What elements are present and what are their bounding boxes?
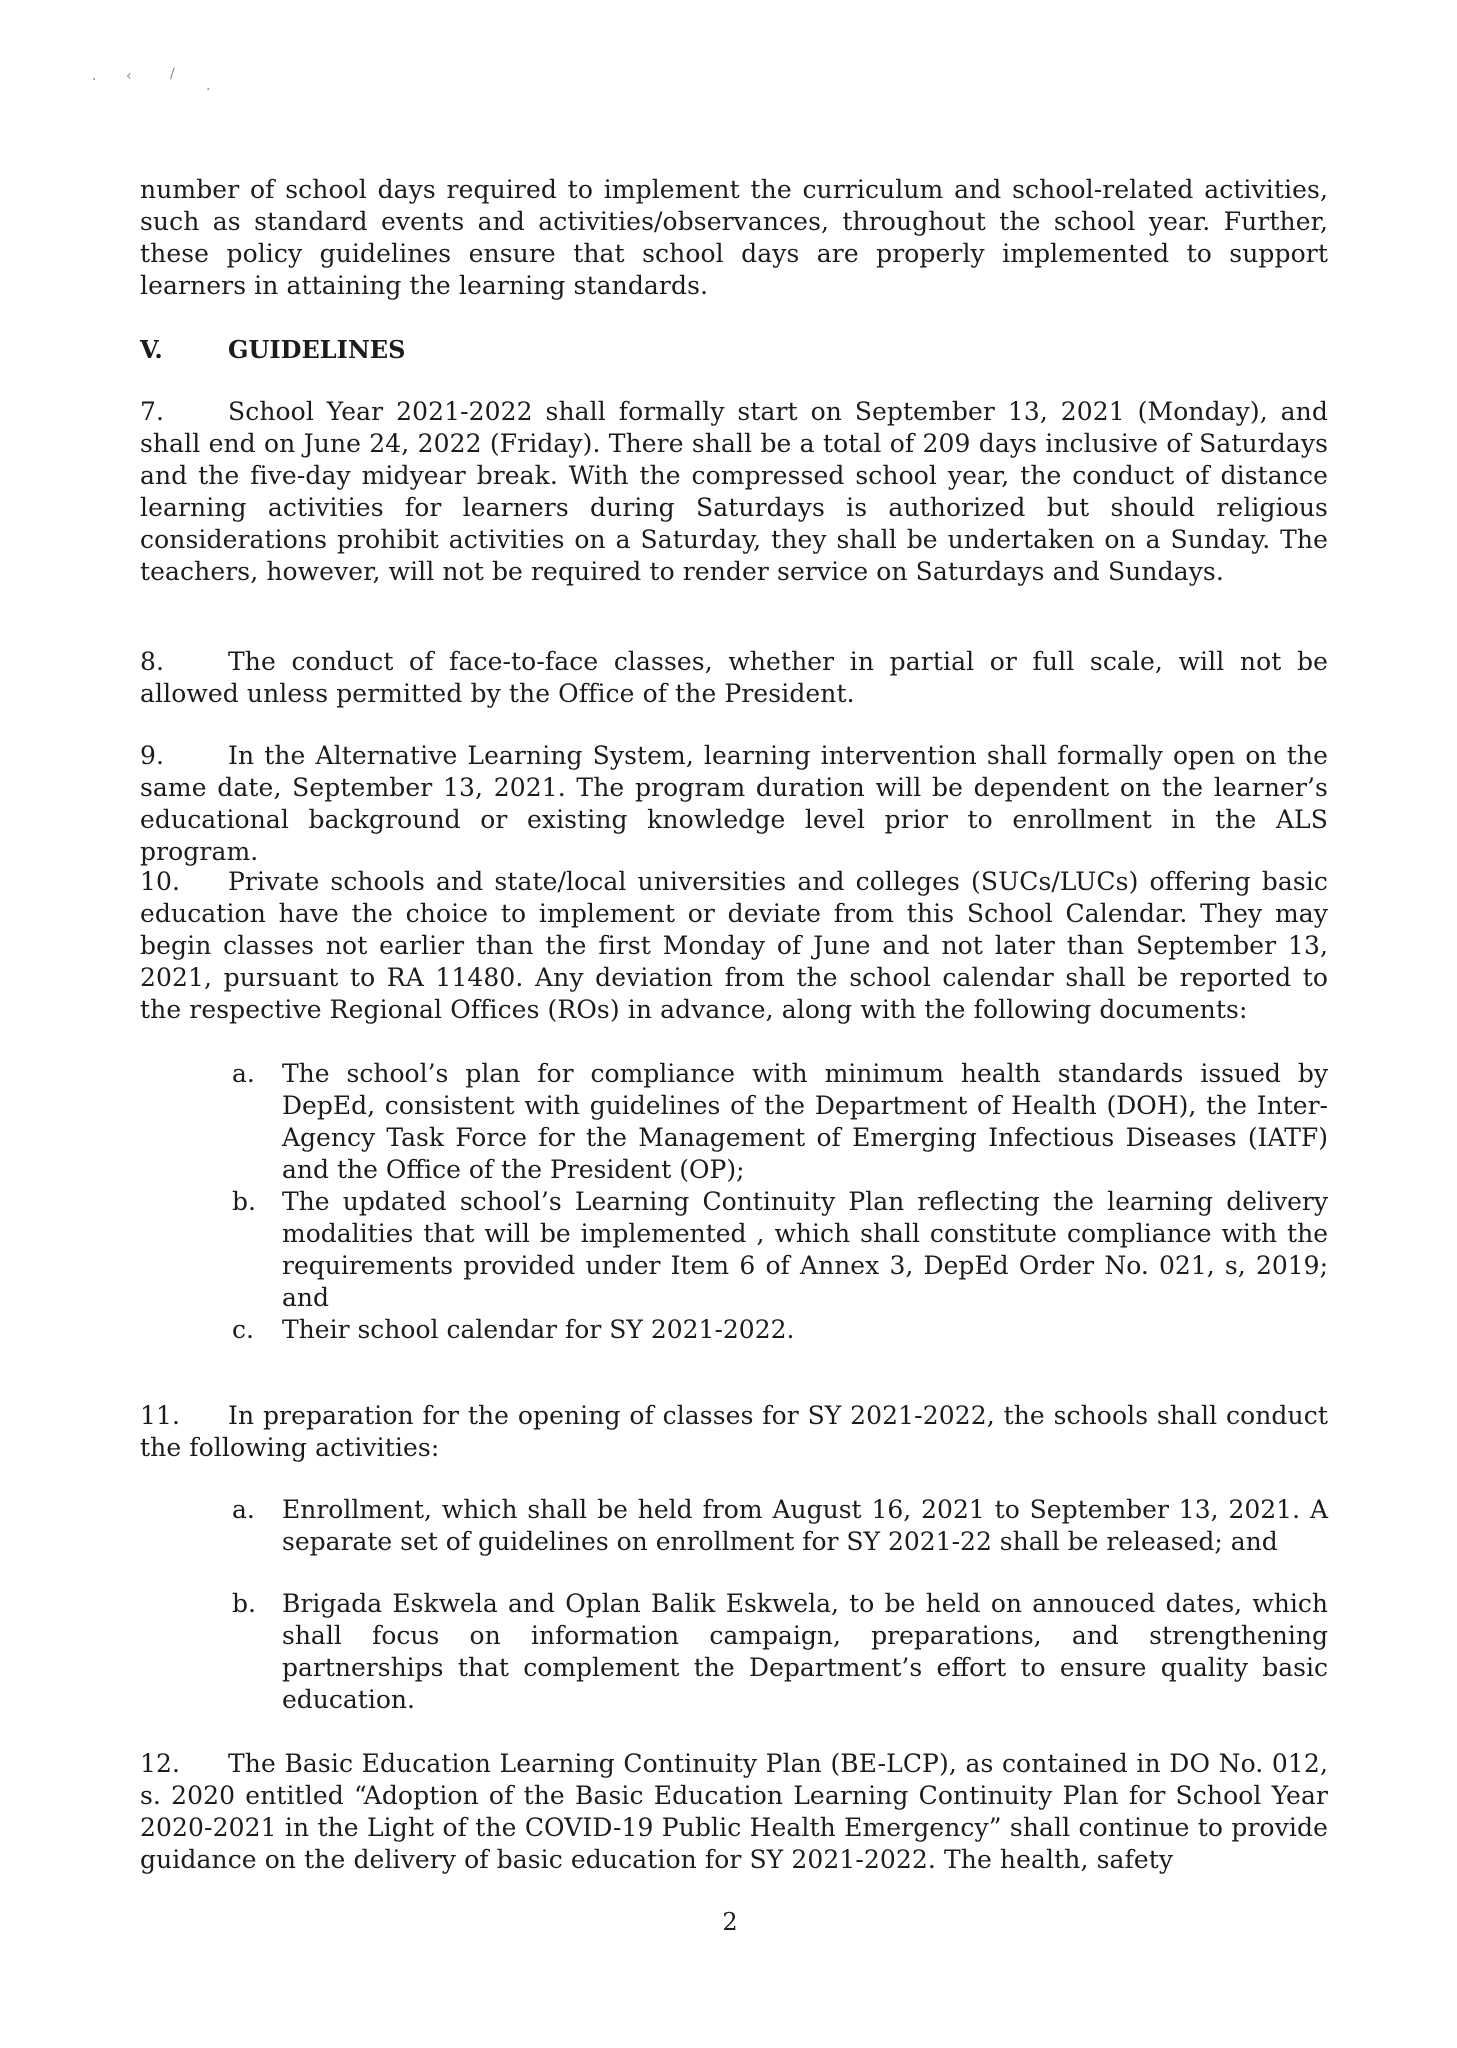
paragraph-9 <box>140 740 1328 868</box>
scan-speck-mark: · <box>92 72 97 88</box>
paragraph-12 <box>140 1748 1328 1876</box>
list-item <box>228 1186 1328 1314</box>
list-item <box>228 1058 1328 1186</box>
page-number: 2 <box>722 1908 738 1936</box>
list-item-text: Brigada Eskwela and Oplan Balik Eskwela, to be held on annouced dates, which shall focus on information campaign, preparations, and strengthening partnerships that complement the Department’s effort to ensure quality basic education. <box>282 1589 1328 1714</box>
scan-speck-mark: . <box>206 78 211 94</box>
paragraph-number: 12. <box>140 1749 181 1778</box>
list-item-text: The updated school’s Learning Continuity Plan reflecting the learning delivery modalities that will be implemented , which shall constitute compliance with the requirements provided under Item 6 of Annex 3, DepEd Order No. 021, s, 2019; and <box>282 1187 1328 1312</box>
list-item-text: The school’s plan for compliance with minimum health standards issued by DepEd, consistent with guidelines of the Department of Health (DOH), the Inter-Agency Task Force for the Management of Emerging Infectious Diseases (IATF) and the Office of the President (OP); <box>282 1059 1328 1184</box>
section-number: V. <box>140 335 163 364</box>
paragraph-number: 7. <box>140 397 165 426</box>
paragraph-text: Private schools and state/local universities and colleges (SUCs/LUCs) offering basic education have the choice to implement or deviate from this School Calendar. They may begin classes not earlier than the first Monday of June and not later than September 13, 2021, pursuant to RA 11480. Any deviation from the school calendar shall be reported to the respective Regional Offices (ROs) in advance, along with the following documents: <box>140 867 1328 1024</box>
list-item-text: Their school calendar for SY 2021-2022. <box>282 1315 795 1344</box>
list-item-label: a. <box>232 1495 255 1524</box>
scan-speck-mark: ‹ <box>126 68 132 84</box>
list-item <box>228 1588 1328 1716</box>
paragraph-number: 8. <box>140 647 165 676</box>
list-item <box>228 1494 1328 1558</box>
list-item-label: c. <box>232 1315 254 1344</box>
paragraph-11 <box>140 1400 1328 1464</box>
list-item-label: a. <box>232 1059 255 1088</box>
section-heading <box>140 334 405 366</box>
list-item-label: b. <box>232 1589 256 1618</box>
list-item <box>228 1314 1328 1346</box>
section-title: GUIDELINES <box>228 335 406 364</box>
paragraph-text: The conduct of face-to-face classes, whether in partial or full scale, will not be allowed unless permitted by the Office of the President. <box>140 647 1328 708</box>
paragraph-10 <box>140 866 1328 1026</box>
scan-speck-mark: / <box>170 66 175 82</box>
paragraph-text: The Basic Education Learning Continuity Plan (BE-LCP), as contained in DO No. 012, s. 2020 entitled “Adoption of the Basic Education Learning Continuity Plan for School Year 2020-2021 in the Light of the COVID-19 Public Health Emergency” shall continue to provide guidance on the delivery of basic education for SY 2021-2022. The health, safety <box>140 1749 1328 1874</box>
list-item-label: b. <box>232 1187 256 1216</box>
paragraph-8 <box>140 646 1328 710</box>
paragraph-7 <box>140 396 1328 588</box>
intro-paragraph: number of school days required to implement the curriculum and school-related activities, such as standard events and activities/observances, throughout the school year. Further, these policy guidelines ensure that school days are properly implemented to support learners in attaining the learning standards. <box>140 175 1328 300</box>
paragraph-number: 11. <box>140 1401 181 1430</box>
paragraph-10-list <box>228 1058 1328 1346</box>
paragraph-text: In preparation for the opening of classes for SY 2021-2022, the schools shall conduct the following activities: <box>140 1401 1328 1462</box>
paragraph-text: In the Alternative Learning System, learning intervention shall formally open on the same date, September 13, 2021. The program duration will be dependent on the learner’s educational background or existing knowledge level prior to enrollment in the ALS program. <box>140 741 1328 866</box>
paragraph-11-list <box>228 1494 1328 1716</box>
paragraph-text: School Year 2021-2022 shall formally start on September 13, 2021 (Monday), and shall end on June 24, 2022 (Friday). There shall be a total of 209 days inclusive of Saturdays and the five-day midyear break. With the compressed school year, the conduct of distance learning activities for learners during Saturdays is authorized but should religious considerations prohibit activities on a Saturday, they shall be undertaken on a Sunday. The teachers, however, will not be required to render service on Saturdays and Sundays. <box>140 397 1328 586</box>
list-item-text: Enrollment, which shall be held from August 16, 2021 to September 13, 2021. A separate set of guidelines on enrollment for SY 2021-22 shall be released; and <box>282 1495 1328 1556</box>
paragraph-number: 9. <box>140 741 165 770</box>
paragraph-number: 10. <box>140 867 181 896</box>
